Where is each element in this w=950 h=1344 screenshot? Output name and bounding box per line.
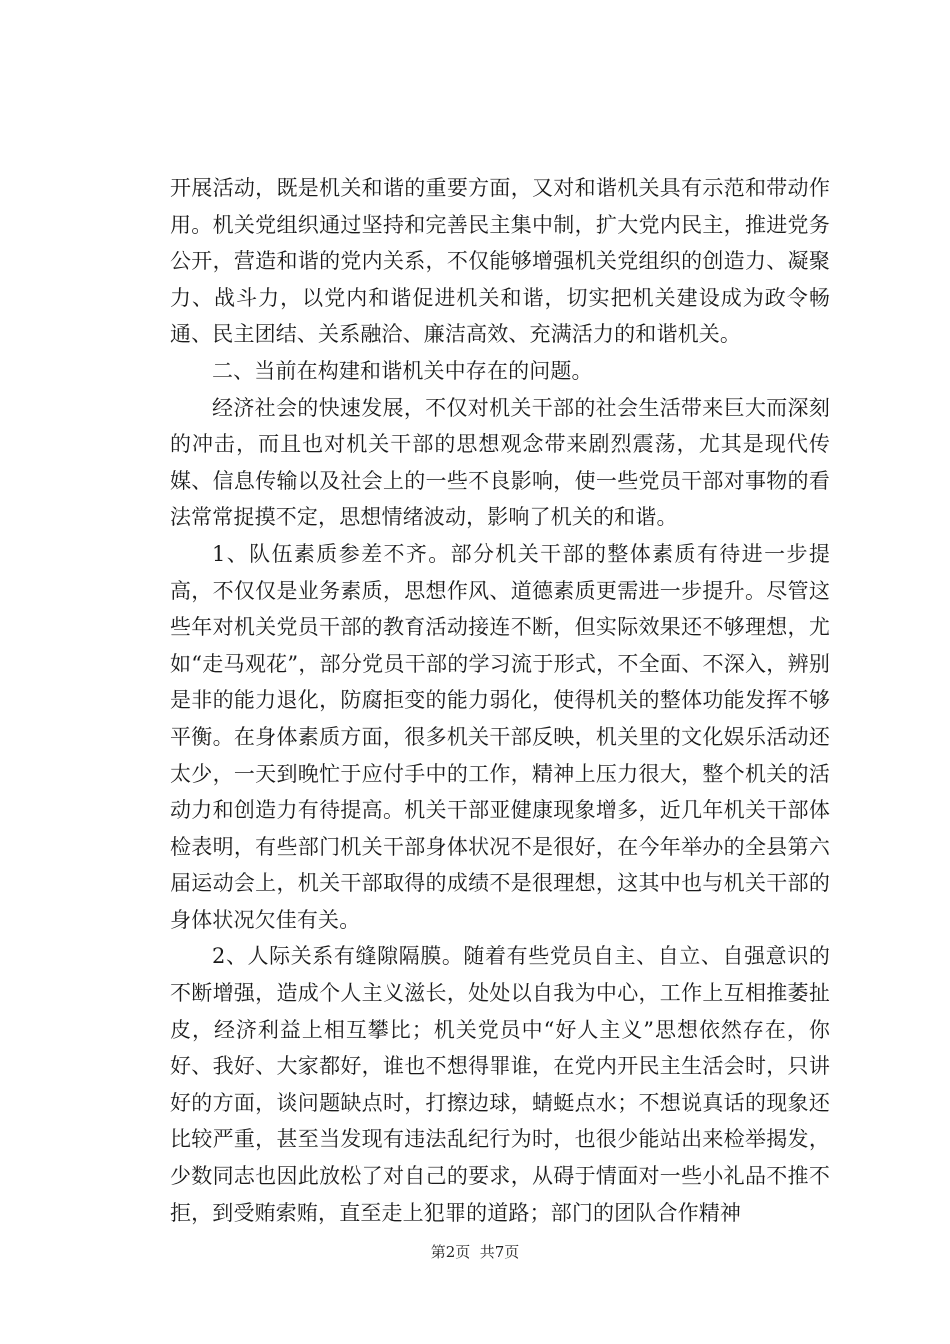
paragraph-social-development: 经济社会的快速发展，不仅对机关干部的社会生活带来巨大而深刻的冲击，而且也对机关干部的思想观念带来剧烈震荡，尤其是现代传媒、信息传输以及社会上的一些不良影响，使一些党员干部对事物的看法常常捉摸不定，思想情绪波动，影响了机关的和谐。 — [170, 395, 830, 530]
document-body — [170, 170, 830, 1231]
section-heading-problems: 二、当前在构建和谐机关中存在的问题。 — [212, 358, 593, 383]
page-number-label: 第2页 共7页 — [430, 1243, 520, 1261]
paragraph-continuation: 开展活动，既是机关和谐的重要方面，又对和谐机关具有示范和带动作用。机关党组织通过坚持和完善民主集中制，扩大党内民主，推进党务公开，营造和谐的党内关系，不仅能够增强机关党组织的创造力、凝聚力、战斗力，以党内和谐促进机关和谐，切实把机关建设成为政令畅通、民主团结、关系融洽、廉洁高效、充满活力的和谐机关。 — [170, 176, 830, 347]
page-footer — [0, 1242, 950, 1262]
paragraph-team-quality: 1、队伍素质参差不齐。部分机关干部的整体素质有待进一步提高，不仅仅是业务素质，思想作风、道德素质更需进一步提升。尽管这些年对机关党员干部的教育活动接连不断，但实际效果还不够理想，尤如“走马观花”，部分党员干部的学习流于形式，不全面、不深入，辨别是非的能力退化，防腐拒变的能力弱化，使得机关的整体功能发挥不够平衡。在身体素质方面，很多机关干部反映，机关里的文化娱乐活动还太少，一天到晚忙于应付手中的工作，精神上压力很大，整个机关的活动力和创造力有待提高。机关干部亚健康现象增多，近几年机关干部体检表明，有些部门机关干部身体状况不是很好，在今年举办的全县第六届运动会上，机关干部取得的成绩不是很理想，这其中也与机关干部的身体状况欠佳有关。 — [170, 541, 830, 932]
paragraph-interpersonal-relations: 2、人际关系有缝隙隔膜。随着有些党员自主、自立、自强意识的不断增强，造成个人主义滋长，处处以自我为中心，工作上互相推萎扯皮，经济利益上相互攀比；机关党员中“好人主义”思想依然存在，你好、我好、大家都好，谁也不想得罪谁，在党内开民主生活会时，只讲好的方面，谈问题缺点时，打擦边球，蜻蜓点水；不想说真话的现象还比较严重，甚至当发现有违法乱纪行为时，也很少能站出来检举揭发，少数同志也因此放松了对自己的要求，从碍于情面对一些小礼品不推不拒，到受贿索贿，直至走上犯罪的道路；部门的团队合作精神 — [170, 944, 830, 1225]
